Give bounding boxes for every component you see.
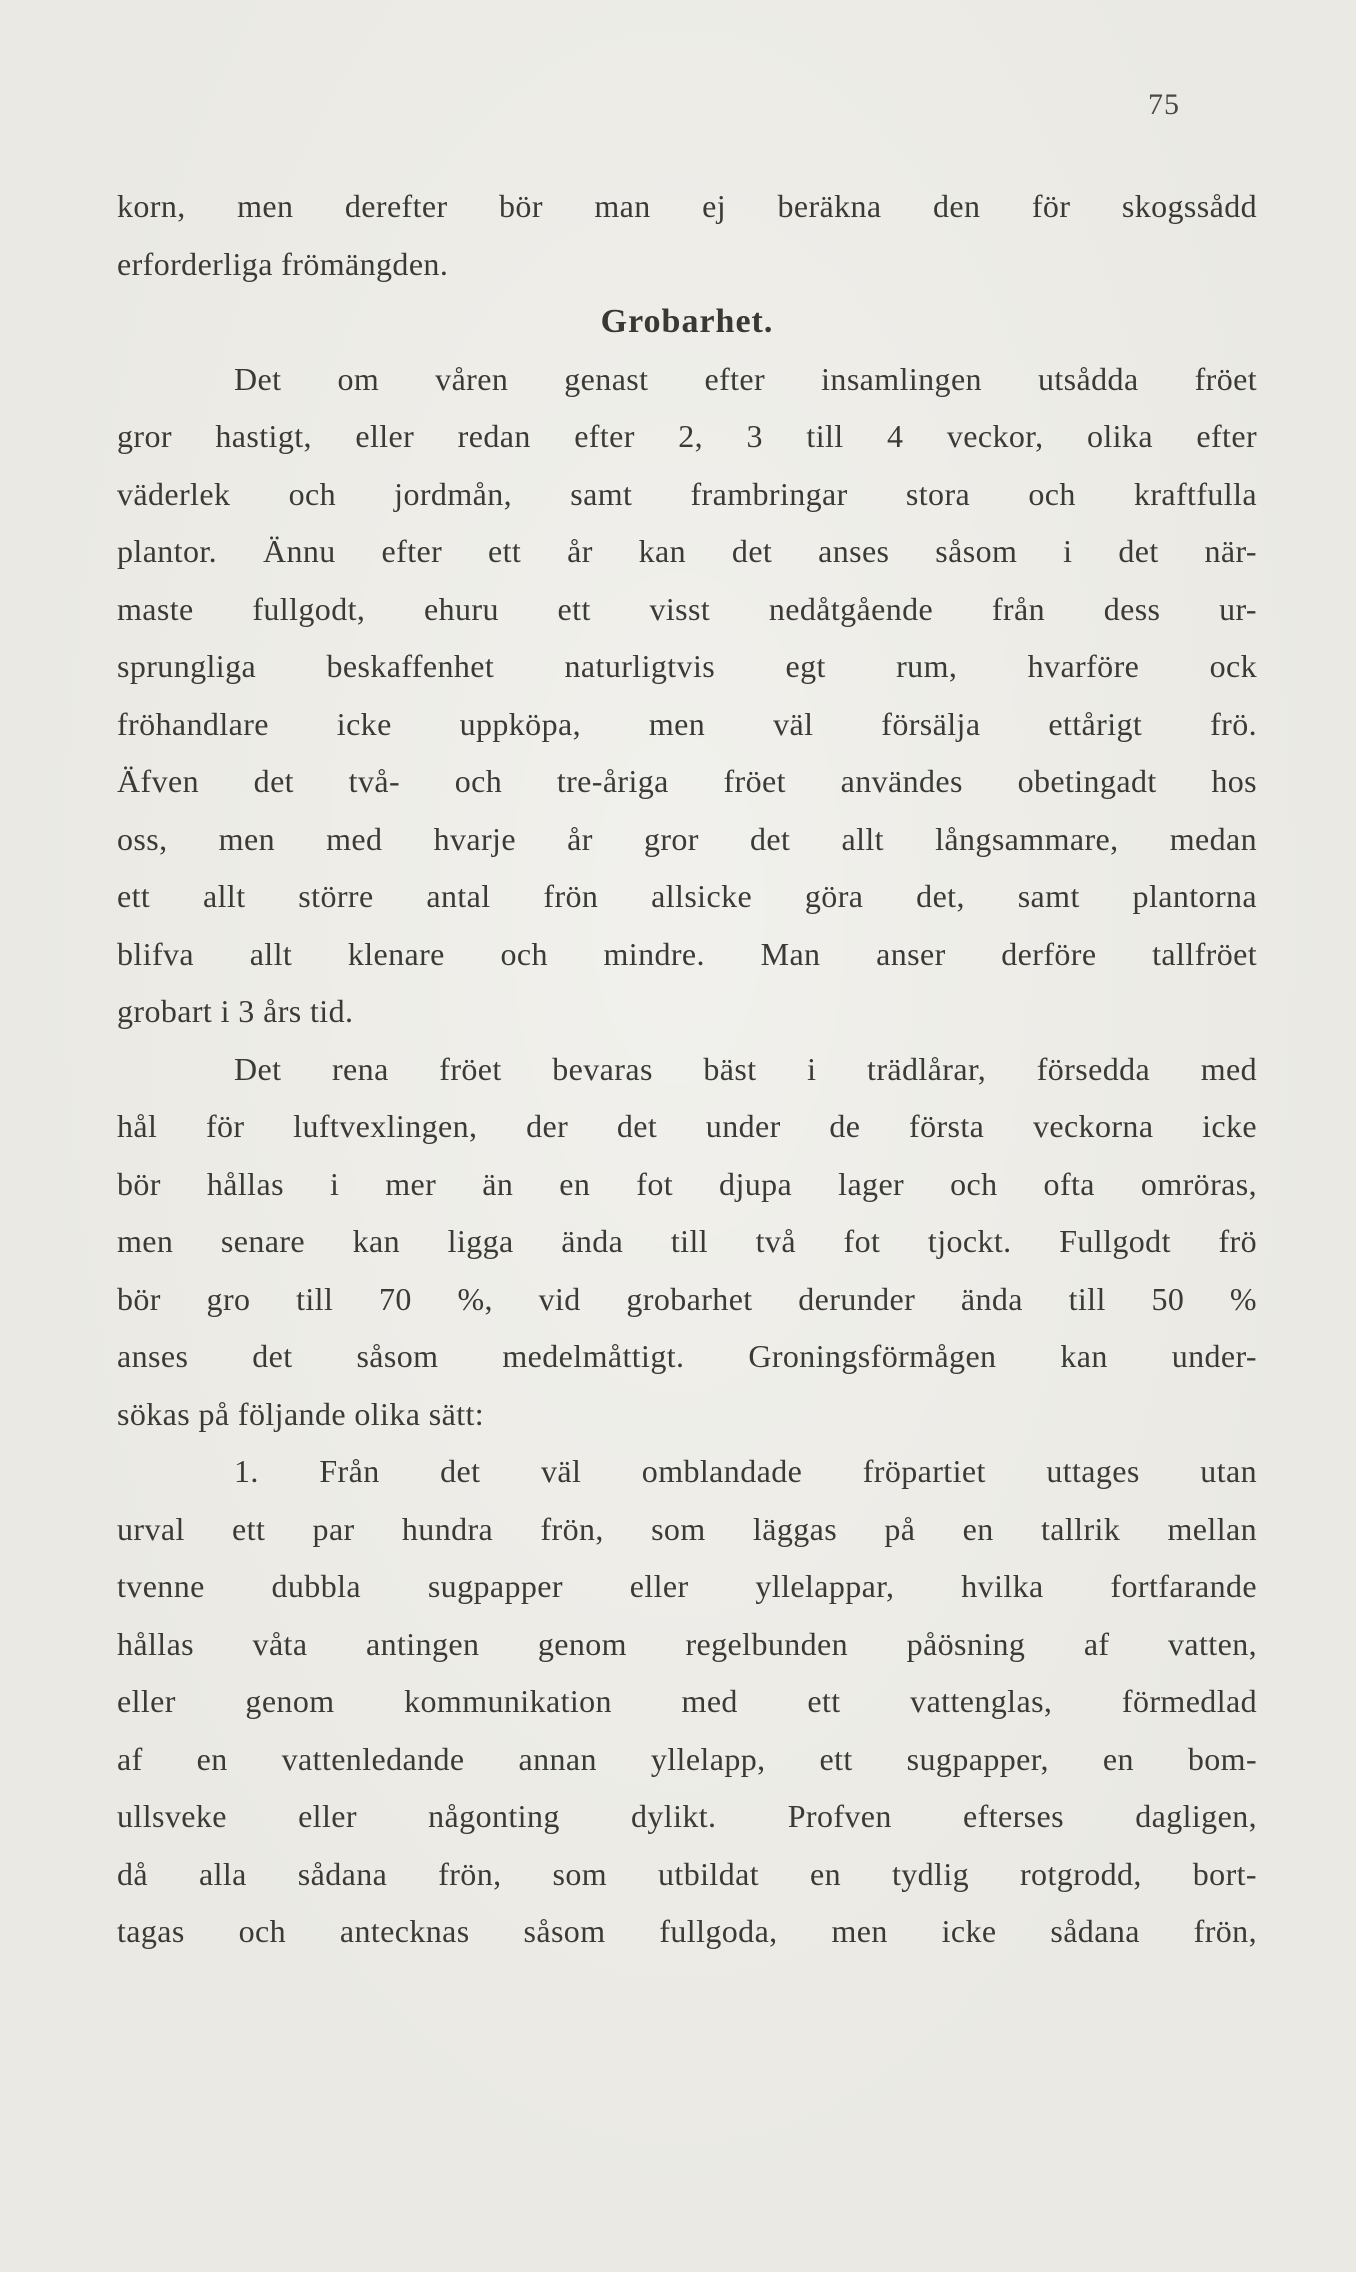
- text-line: plantor. Ännu efter ett år kan det anses såsom i det när-: [117, 533, 1257, 569]
- text-line: grobart i 3 års tid.: [117, 993, 354, 1029]
- text-line: bör gro till 70 %, vid grobarhet derunder ända till 50 %: [117, 1280, 1257, 1317]
- text-line: blifva allt klenare och mindre. Man anser derföre tallfröet: [117, 935, 1257, 972]
- page-number: 75: [1148, 88, 1180, 121]
- text-line: ett allt större antal frön allsicke göra det, samt plantorna: [117, 878, 1257, 914]
- text-line: tagas och antecknas såsom fullgoda, men icke sådana frön,: [117, 1913, 1257, 1949]
- body-text: [117, 178, 1257, 1961]
- text-line: 1. Från det väl omblandade fröpartiet uttages utan: [234, 1453, 1257, 1489]
- text-line: oss, men med hvarje år gror det allt långsammare, medan: [117, 820, 1257, 857]
- text-line: anses det såsom medelmåttigt. Groningsförmågen kan under-: [117, 1338, 1257, 1374]
- text-line: korn, men derefter bör man ej beräkna den för skogssådd: [117, 188, 1257, 224]
- text-line: då alla sådana frön, som utbildat en tydlig rotgrodd, bort-: [117, 1855, 1257, 1892]
- text-line: erforderliga frömängden.: [117, 245, 449, 282]
- text-line: väderlek och jordmån, samt frambringar stora och kraftfulla: [117, 475, 1257, 512]
- text-line: gror hastigt, eller redan efter 2, 3 till 4 veckor, olika efter: [117, 418, 1257, 454]
- text-line: hållas våta antingen genom regelbunden påösning af vatten,: [117, 1625, 1257, 1662]
- text-line: sökas på följande olika sätt:: [117, 1395, 485, 1432]
- text-line: men senare kan ligga ända till två fot tjockt. Fullgodt frö: [117, 1223, 1257, 1259]
- text-line: urval ett par hundra frön, som läggas på en tallrik mellan: [117, 1510, 1257, 1547]
- text-line: af en vattenledande annan yllelapp, ett sugpapper, en bom-: [117, 1740, 1257, 1777]
- text-line: Det om våren genast efter insamlingen utsådda fröet: [234, 360, 1257, 397]
- text-line: Det rena fröet bevaras bäst i trädlårar, försedda med: [234, 1050, 1257, 1087]
- text-line: maste fullgodt, ehuru ett visst nedåtgående från dess ur-: [117, 590, 1257, 627]
- text-line: tvenne dubbla sugpapper eller yllelappar, hvilka fortfarande: [117, 1568, 1257, 1604]
- text-line: eller genom kommunikation med ett vattenglas, förmedlad: [117, 1683, 1257, 1719]
- text-line: fröhandlare icke uppköpa, men väl försälja ettårigt frö.: [117, 705, 1257, 742]
- section-heading: Grobarhet.: [600, 303, 774, 340]
- text-line: Äfven det två- och tre-åriga fröet användes obetingadt hos: [117, 763, 1257, 799]
- text-line: bör hållas i mer än en fot djupa lager och ofta omröras,: [117, 1165, 1257, 1202]
- text-line: sprungliga beskaffenhet naturligtvis egt rum, hvarföre ock: [117, 648, 1257, 684]
- text-line: ullsveke eller någonting dylikt. Profven efterses dagligen,: [117, 1798, 1257, 1834]
- text-line: hål för luftvexlingen, der det under de första veckorna icke: [117, 1108, 1257, 1144]
